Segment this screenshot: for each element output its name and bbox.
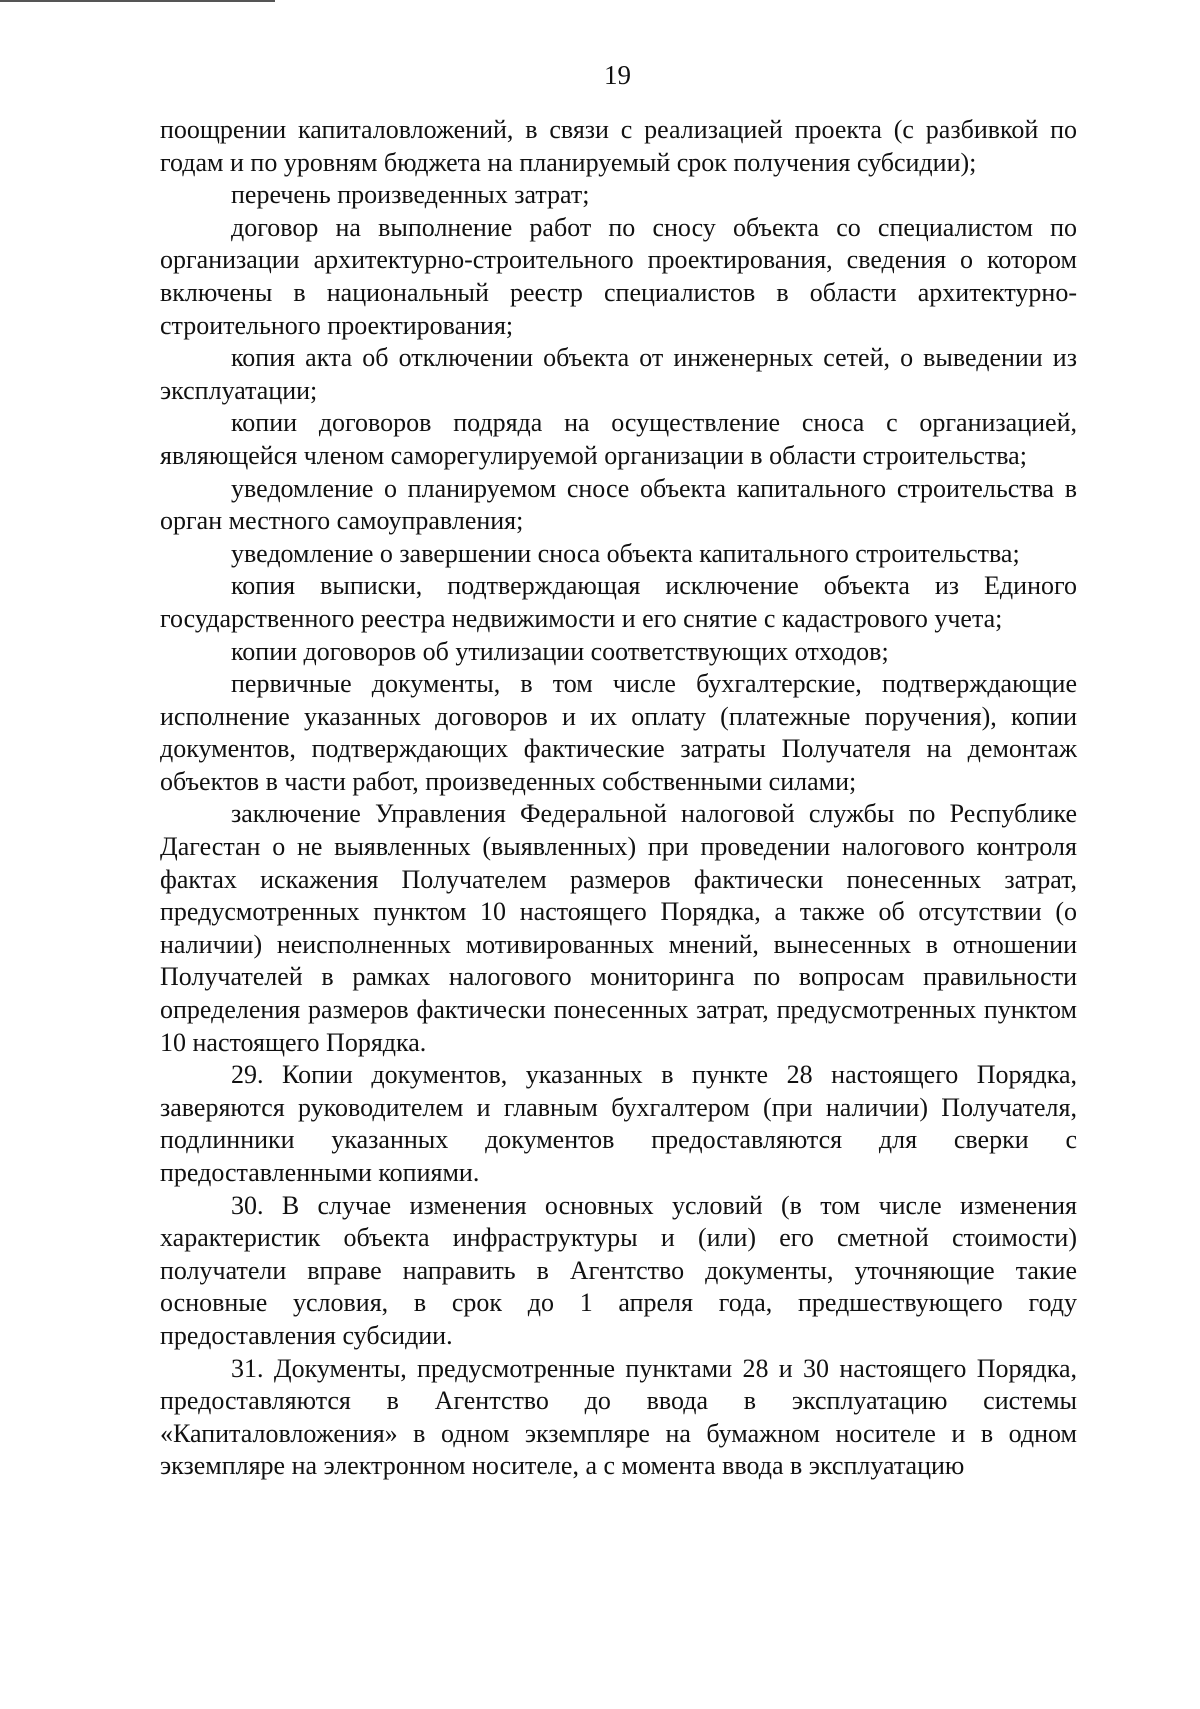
scan-edge-line [0, 0, 275, 2]
page-number: 19 [604, 60, 631, 90]
document-body [160, 114, 1077, 1483]
paragraph-continuation: поощрении капиталовложений, в связи с реализацией проекта (с разбивкой по годам и по уровням бюджета на планируемый срок получения субсидии); [160, 115, 1077, 177]
list-item-costs: перечень произведенных затрат; [231, 180, 590, 210]
list-item-disconnection-act: копия акта об отключении объекта от инженерных сетей, о выведении из эксплуатации; [160, 343, 1077, 405]
list-item-registry-extract: копия выписки, подтверждающая исключение объекта из Единого государственного реестра недвижимости и его снятие с кадастрового учета; [160, 571, 1077, 633]
clause-31: 31. Документы, предусмотренные пунктами 28 и 30 настоящего Порядка, предоставляются в Агентство до ввода в эксплуатацию системы «Капиталовложения» в одном экземпляре на бумажном носителе и в одном экземпляре на электронном носителе, а с момента ввода в эксплуатацию [160, 1353, 1077, 1481]
clause-29: 29. Копии документов, указанных в пункте 28 настоящего Порядка, заверяются руководителем и главным бухгалтером (при наличии) Получателя, подлинники указанных документов предоставляются для сверки с предоставленными копиями. [160, 1060, 1077, 1187]
list-item-primary-documents: первичные документы, в том числе бухгалтерские, подтверждающие исполнение указанных договоров и их оплату (платежные поручения), копии документов, подтверждающих фактические затраты Получателя на демонтаж объектов в части работ, произведенных собственными силами; [160, 669, 1077, 796]
list-item-tax-conclusion: заключение Управления Федеральной налоговой службы по Республике Дагестан о не выявленных (выявленных) при проведении налогового контроля фактах искажения Получателем размеров фактически понесенных затрат, предусмотренных пунктом 10 настоящего Порядка, а также об отсутствии (о наличии) неисполненных мотивированных мнений, вынесенных в отношении Получателей в рамках налогового мониторинга по вопросам правильности определения размеров фактически понесенных затрат, предусмотренных пунктом 10 настоящего Порядка. [160, 799, 1077, 1057]
list-item-waste-disposal: копии договоров об утилизации соответствующих отходов; [231, 636, 889, 666]
clause-30: 30. В случае изменения основных условий (в том числе изменения характеристик объекта инфраструктуры и (или) его сметной стоимости) получатели вправе направить в Агентство документы, уточняющие такие основные условия, в срок до 1 апреля года, предшествующего году предоставления субсидии. [160, 1190, 1077, 1350]
list-item-planned-demolition-notice: уведомление о планируемом сносе объекта капитального строительства в орган местного самоуправления; [160, 473, 1077, 536]
list-item-demolition-contract: договор на выполнение работ по сносу объекта со специалистом по организации архитектурно-строительного проектирования, сведения о котором включены в национальный реестр специалистов в области архитектурно-строительного проектирования; [160, 212, 1077, 340]
list-item-completed-demolition-notice: уведомление о завершении сноса объекта капитального строительства; [231, 538, 1020, 568]
list-item-contractor-agreements: копии договоров подряда на осуществление сноса с организацией, являющейся членом саморегулируемой организации в области строительства; [160, 408, 1077, 470]
